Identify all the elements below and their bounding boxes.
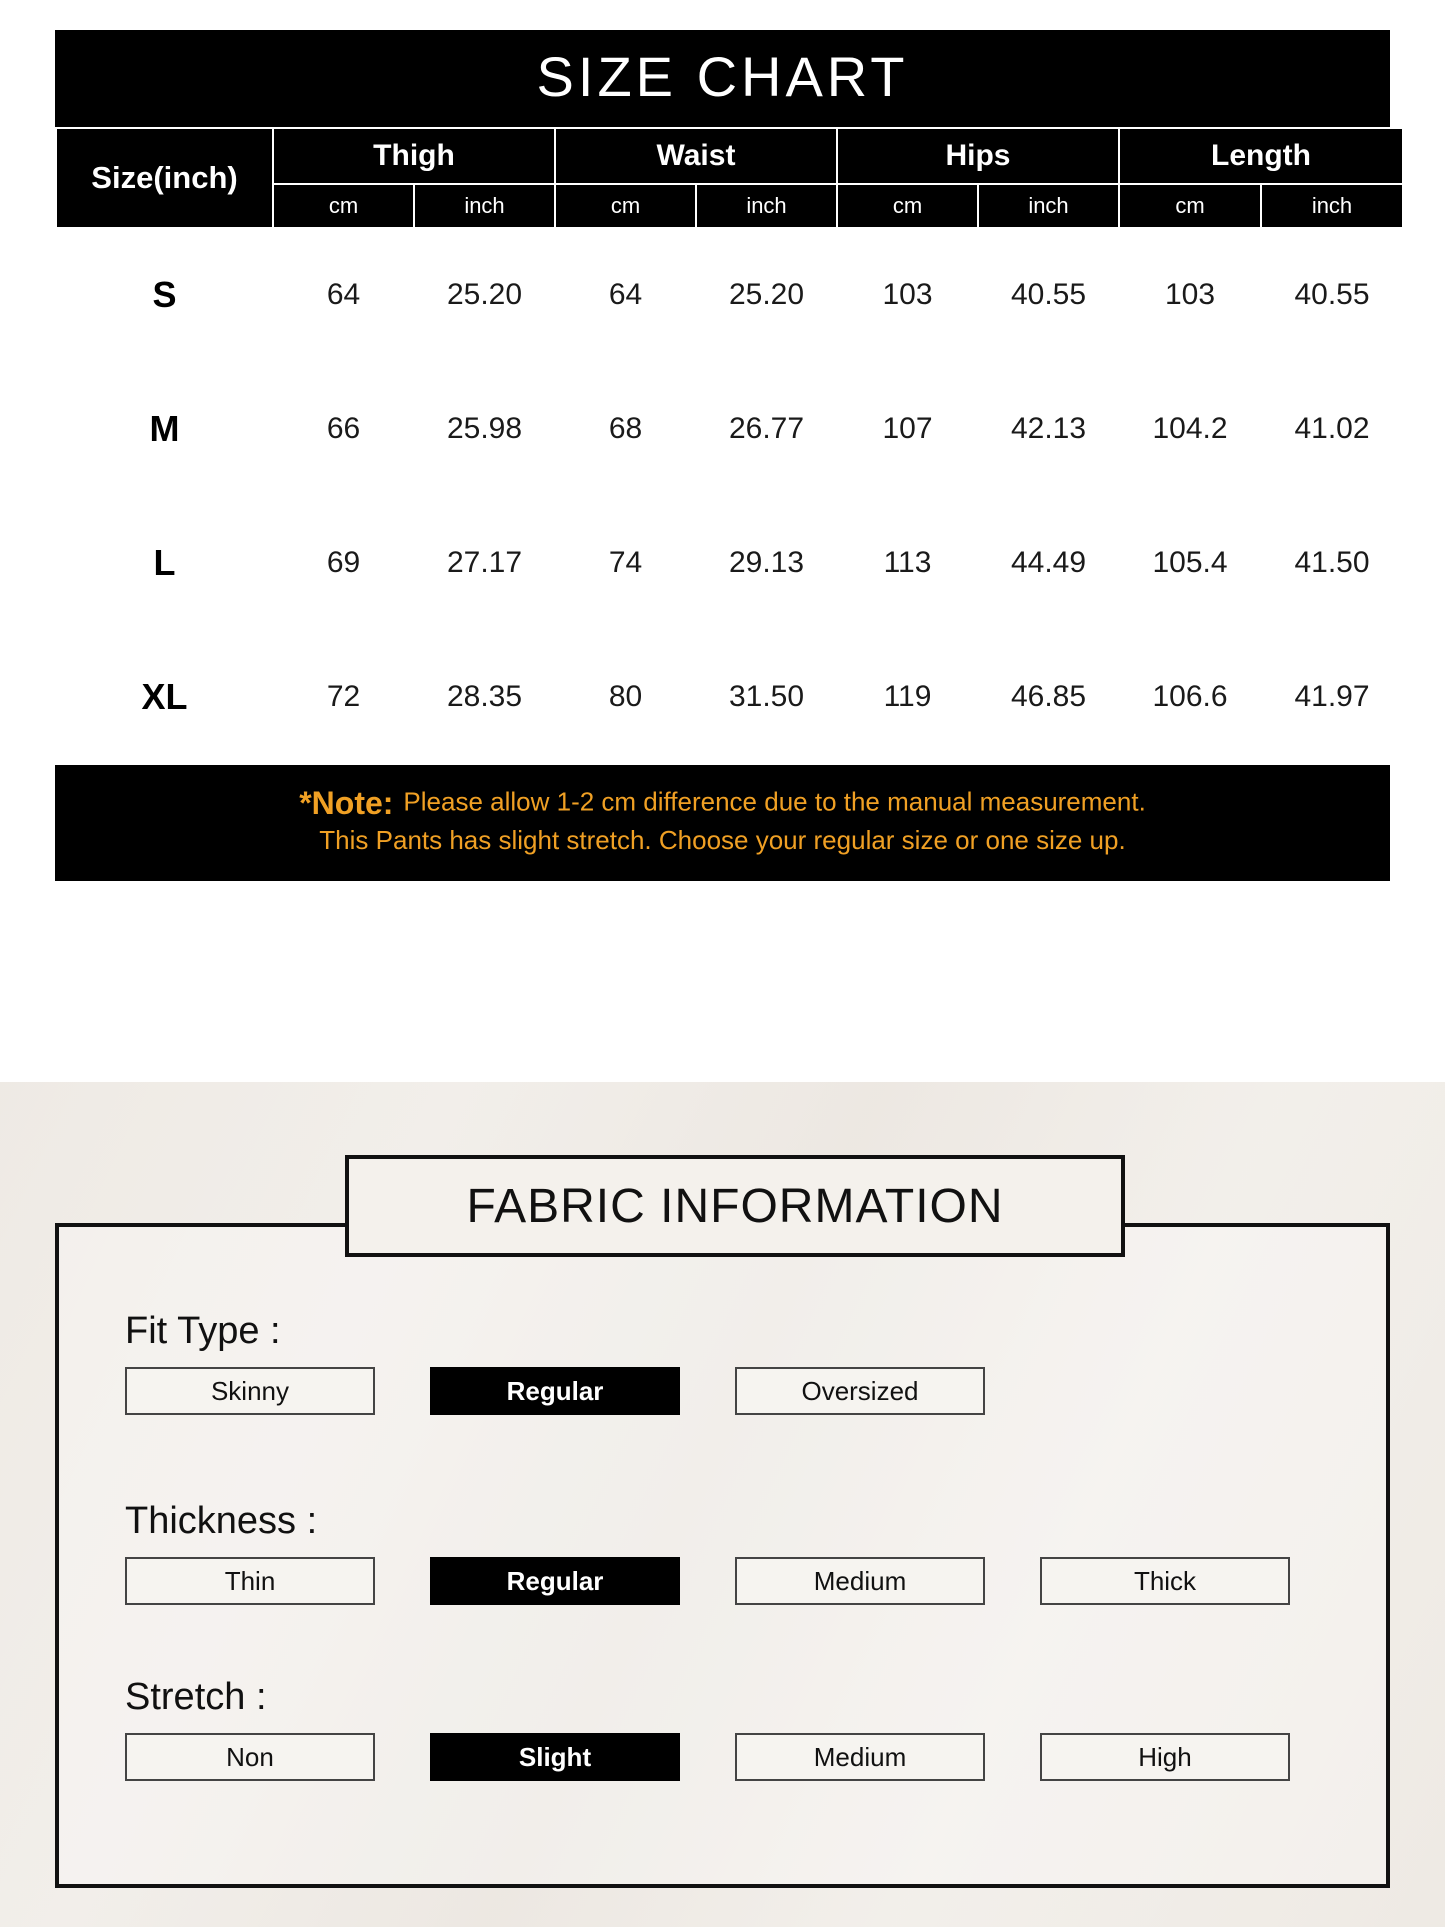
cell-waist-inch: 26.77: [696, 362, 837, 496]
cell-hips-cm: 103: [837, 228, 978, 362]
cell-waist-cm: 68: [555, 362, 696, 496]
cell-waist-inch: 29.13: [696, 496, 837, 630]
cell-thigh-cm: 72: [273, 630, 414, 764]
option-stretch-medium[interactable]: Medium: [735, 1733, 985, 1781]
option-stretch-non[interactable]: Non: [125, 1733, 375, 1781]
option-stretch-high[interactable]: High: [1040, 1733, 1290, 1781]
options-thickness: [125, 1557, 1315, 1605]
table-header-groups: [56, 128, 1403, 184]
option-fit-oversized[interactable]: Oversized: [735, 1367, 985, 1415]
table-row: [56, 630, 1403, 764]
option-thickness-regular[interactable]: Regular: [430, 1557, 680, 1605]
header-unit-thigh-cm: cm: [273, 184, 414, 228]
cell-length-inch: 41.50: [1261, 496, 1403, 630]
cell-hips-cm: 113: [837, 496, 978, 630]
cell-hips-inch: 46.85: [978, 630, 1119, 764]
header-unit-waist-inch: inch: [696, 184, 837, 228]
cell-waist-cm: 80: [555, 630, 696, 764]
note-text-1: Please allow 1-2 cm difference due to the manual measurement.: [403, 786, 1146, 817]
options-stretch: [125, 1733, 1315, 1781]
cell-thigh-inch: 27.17: [414, 496, 555, 630]
cell-length-inch: 41.02: [1261, 362, 1403, 496]
row-size-label: S: [56, 228, 273, 362]
table-row: [56, 496, 1403, 630]
header-unit-thigh-inch: inch: [414, 184, 555, 228]
size-chart-panel: [55, 30, 1390, 881]
cell-hips-inch: 44.49: [978, 496, 1119, 630]
label-fit-type: Fit Type :: [125, 1310, 281, 1352]
cell-thigh-cm: 66: [273, 362, 414, 496]
fabric-info-title-box: [345, 1155, 1125, 1257]
row-size-label: XL: [56, 630, 273, 764]
size-chart-table: [55, 127, 1404, 765]
options-fit-type: [125, 1367, 1315, 1415]
cell-thigh-cm: 64: [273, 228, 414, 362]
cell-length-cm: 106.6: [1119, 630, 1261, 764]
size-chart-title: SIZE CHART: [536, 45, 909, 108]
cell-thigh-inch: 25.98: [414, 362, 555, 496]
label-thickness: Thickness :: [125, 1500, 318, 1542]
note-lead: *Note:: [299, 785, 394, 821]
size-chart-note: [55, 765, 1390, 881]
header-group-length: Length: [1119, 128, 1403, 184]
table-row: [56, 362, 1403, 496]
section-thickness: [125, 1500, 1315, 1605]
header-group-waist: Waist: [555, 128, 837, 184]
option-fit-regular[interactable]: Regular: [430, 1367, 680, 1415]
header-unit-waist-cm: cm: [555, 184, 696, 228]
option-thickness-thick[interactable]: Thick: [1040, 1557, 1290, 1605]
cell-waist-inch: 31.50: [696, 630, 837, 764]
cell-length-inch: 41.97: [1261, 630, 1403, 764]
header-group-thigh: Thigh: [273, 128, 555, 184]
section-stretch: [125, 1676, 1315, 1781]
note-line-2: This Pants has slight stretch. Choose your regular size or one size up.: [319, 824, 1126, 855]
cell-thigh-cm: 69: [273, 496, 414, 630]
note-line-1: [55, 783, 1390, 824]
option-stretch-slight[interactable]: Slight: [430, 1733, 680, 1781]
cell-hips-cm: 119: [837, 630, 978, 764]
section-fit-type: [125, 1310, 1315, 1415]
header-size-inch: Size(inch): [56, 128, 273, 228]
cell-length-cm: 104.2: [1119, 362, 1261, 496]
option-thickness-thin[interactable]: Thin: [125, 1557, 375, 1605]
row-size-label: L: [56, 496, 273, 630]
cell-length-inch: 40.55: [1261, 228, 1403, 362]
cell-thigh-inch: 25.20: [414, 228, 555, 362]
header-unit-hips-inch: inch: [978, 184, 1119, 228]
header-group-hips: Hips: [837, 128, 1119, 184]
cell-length-cm: 103: [1119, 228, 1261, 362]
label-stretch: Stretch :: [125, 1676, 267, 1718]
fabric-info-title: FABRIC INFORMATION: [466, 1179, 1004, 1233]
cell-waist-inch: 25.20: [696, 228, 837, 362]
row-size-label: M: [56, 362, 273, 496]
cell-waist-cm: 64: [555, 228, 696, 362]
cell-hips-inch: 40.55: [978, 228, 1119, 362]
cell-hips-inch: 42.13: [978, 362, 1119, 496]
option-thickness-medium[interactable]: Medium: [735, 1557, 985, 1605]
option-fit-skinny[interactable]: Skinny: [125, 1367, 375, 1415]
table-row: [56, 228, 1403, 362]
header-unit-hips-cm: cm: [837, 184, 978, 228]
header-unit-length-cm: cm: [1119, 184, 1261, 228]
cell-thigh-inch: 28.35: [414, 630, 555, 764]
cell-hips-cm: 107: [837, 362, 978, 496]
cell-length-cm: 105.4: [1119, 496, 1261, 630]
cell-waist-cm: 74: [555, 496, 696, 630]
header-unit-length-inch: inch: [1261, 184, 1403, 228]
